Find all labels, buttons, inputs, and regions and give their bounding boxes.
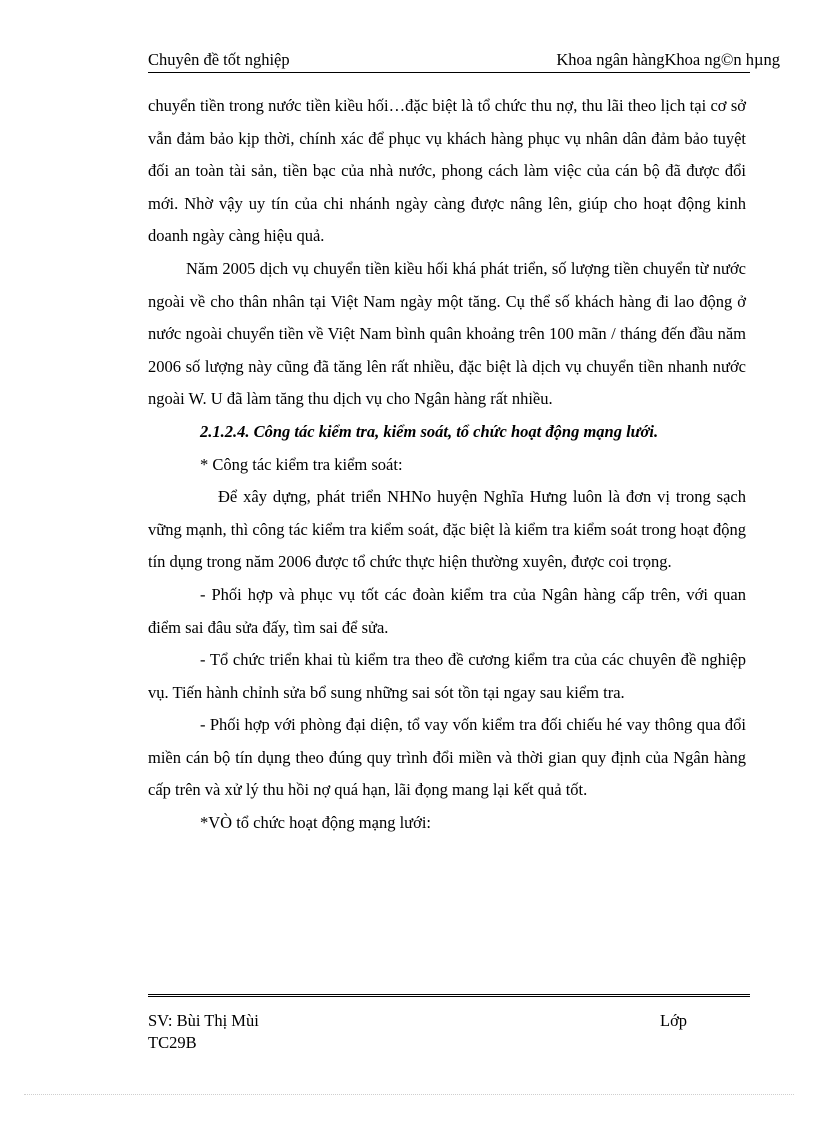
subheading: * Công tác kiểm tra kiểm soát: bbox=[200, 454, 403, 474]
document-body bbox=[148, 90, 746, 840]
class-value: TC29B bbox=[148, 1033, 197, 1052]
page-boundary bbox=[24, 1094, 794, 1095]
paragraph: - Tổ chức triển khai tù kiểm tra theo đề cương kiểm tra của các chuyên đề nghiệp vụ. Tiến hành chỉnh sửa bổ sung những sai sót tồn tại ngay sau kiểm tra. bbox=[148, 650, 746, 702]
header-department: Khoa ngân hàngKhoa ng©n hµng bbox=[556, 50, 780, 69]
page-header bbox=[148, 48, 780, 73]
class-label: Lớp bbox=[660, 1011, 688, 1030]
paragraph: - Phối hợp với phòng đại diện, tổ vay vốn kiểm tra đối chiếu hé vay thông qua đổi miền cán bộ tín dụng theo đúng quy trình đổi miền và thời gian quy định của Ngân hàng cấp trên và xử lý thu hồi nợ quá hạn, lãi đọng mang lại kết quả tốt. bbox=[148, 715, 746, 800]
subheading: *VÒ tổ chức hoạt động mạng lưới: bbox=[200, 813, 431, 833]
student-name: SV: Bùi Thị Mùi bbox=[148, 1011, 259, 1030]
paragraph: - Phối hợp và phục vụ tốt các đoàn kiểm tra của Ngân hàng cấp trên, với quan điểm sai đâu sửa đấy, tìm sai để sửa. bbox=[148, 584, 746, 637]
header-title: Chuyên đề tốt nghiệp bbox=[148, 50, 290, 69]
footer-divider bbox=[148, 994, 750, 997]
section-heading: 2.1.2.4. Công tác kiểm tra, kiểm soát, tổ chức hoạt động mạng lưới. bbox=[200, 421, 659, 441]
paragraph: Để xây dựng, phát triển NHNo huyện Nghĩa Hưng luôn là đơn vị trong sạch vững mạnh, thì công tác kiểm tra kiểm soát, đặc biệt là kiểm tra kiểm soát trong hoạt động tín dụng trong năm 2006 được tổ chức thực hiện thường xuyên, được coi trọng. bbox=[148, 487, 746, 572]
paragraph: chuyển tiền trong nước tiền kiều hối…đặc biệt là tổ chức thu nợ, thu lãi theo lịch tại cơ sở vẫn đảm bảo kịp thời, chính xác để phục vụ khách hàng phục vụ nhân dân đảm bảo tuyệt đối an toàn tài sản, tiền bạc của nhà nước, phong cách làm việc của cán bộ đã được đổi mới. Nhờ vậy uy tín của chi nhánh ngày càng được nâng lên, giúp cho hoạt động kinh doanh ngày càng hiệu quả. bbox=[148, 96, 746, 246]
paragraph: Năm 2005 dịch vụ chuyển tiền kiều hối khá phát triển, số lượng tiền chuyển từ nước ngoài về cho thân nhân tại Việt Nam ngày một tăng. Cụ thể số khách hàng đi lao động ở nước ngoài chuyển tiền về Việt Nam bình quân khoảng trên 100 mãn / tháng đến đầu năm 2006 số lượng này cũng đã tăng lên rất nhiều, đặc biệt là dịch vụ chuyển tiền nhanh nước ngoài W. U đã làm tăng thu dịch vụ cho Ngân hàng rất nhiều. bbox=[148, 258, 746, 409]
